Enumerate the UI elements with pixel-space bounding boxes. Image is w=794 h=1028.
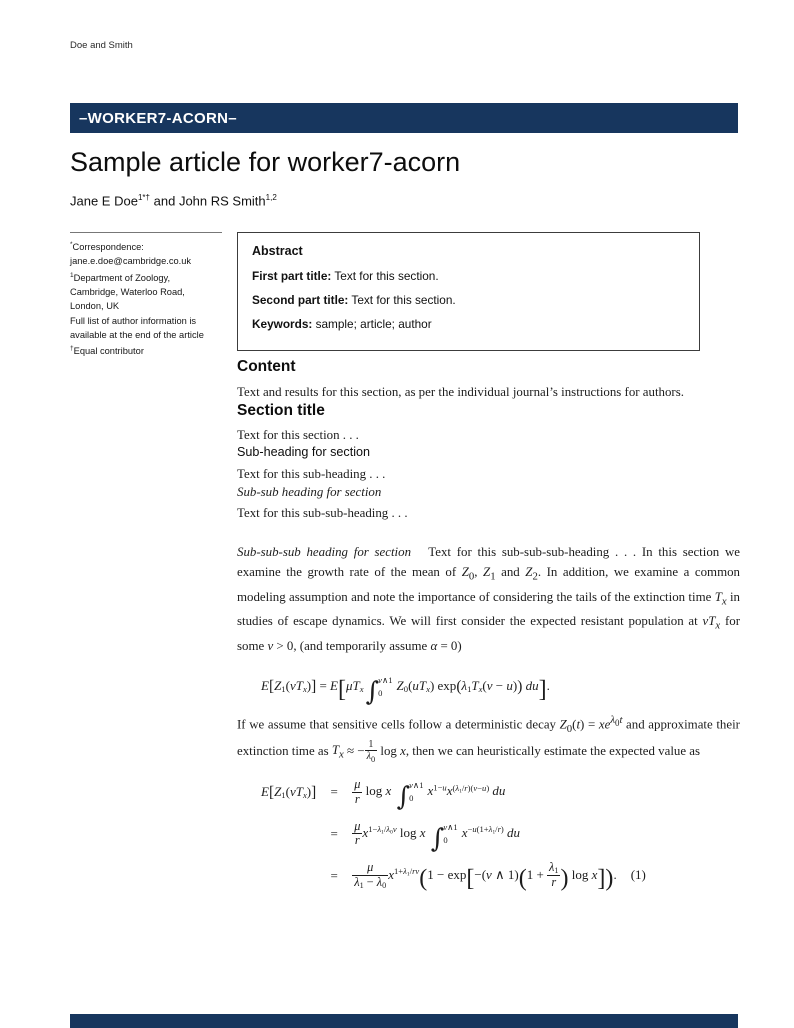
equation-row: $\frac{\mu}{r}$ log x ∫ v∧1 0 $x^{1-u}x^{(\lambda_1/r)(v-u)}$ du (354, 777, 506, 813)
correspondence-label: *Correspondence: (70, 241, 144, 253)
subheading: Sub-heading for section (237, 445, 371, 460)
display-equation: $E[Z_1(vT_x)] = E[\mu T_x\int$ v∧1 0 $Z_0(uT_x) \exp(\lambda_1T_x(v - u))$ du]. (261, 674, 550, 707)
subsubheading: Sub-sub heading for section (237, 484, 382, 499)
journal-banner-label: –WORKER7-ACORN– (79, 109, 237, 127)
content-heading: Content (237, 358, 296, 375)
equals-sign: = (330, 867, 338, 883)
affiliation-line: London, UK (70, 301, 120, 312)
body-paragraph: Sub-sub-sub heading for section Text for this sub-sub-sub-heading . . . In this section we examine the growth rate of the mean of $Z_0$, $Z_1$ and $Z_2$. In addition, we examine a common modeling assumption and note the importance of considering the tails of the extinction time $T_x$ in studies of escape dynamics. We will first consider the expected resistant population at $vT_x$ for some v > 0, (and temporarily assume α = 0) (237, 545, 741, 653)
section-body: Text for this section . . . (237, 428, 359, 443)
authors-line: Jane E Doe$^{1*\dagger}$ and John RS Smith$^{1,2}$ (70, 193, 277, 209)
abstract-item-text: Text for this section. (348, 293, 456, 308)
abstract-heading: Abstract (252, 244, 303, 258)
margin-notes (70, 232, 222, 359)
equal-contributor-note: †Equal contributor (70, 345, 144, 357)
affiliation-line: $^1$Department of Zoology, (70, 271, 171, 283)
abstract-item (252, 292, 685, 309)
section-title-heading: Section title (237, 401, 325, 419)
body-paragraph: If we assume that sensitive cells follow a deterministic decay $Z_0(t) = xe^{\lambda_0t}$ and approximate their extinction time as $T_x$ ≈ − $\frac{1}{\lambda_0}$ log x, then we can heuristically estimate the expected value as (237, 713, 740, 764)
abstract-item-text: Text for this section. (331, 269, 439, 283)
correspondence-email: jane.e.doe@cambridge.co.uk (70, 256, 192, 267)
author-info-note: Full list of author information is (70, 315, 197, 326)
affiliation-line: Cambridge, Waterloo Road, (70, 287, 185, 298)
equation-row: $\frac{\mu}{\lambda_1 - \lambda_0}$ $x^{1+\lambda_1/rv}(1 - \exp[-(v$ ∧ 1)(1 + $\frac{\lambda_1}{r}$ ) log x]). (1) (354, 860, 646, 891)
author-info-note: available at the end of the article (70, 329, 204, 340)
article-title: Sample article for worker7-acorn (70, 147, 461, 177)
subheading-body: Text for this sub-heading . . . (237, 466, 386, 481)
abstract-item-label: First part title: (252, 269, 332, 283)
equals-sign: = (330, 784, 338, 800)
equation-lhs: $E[Z_1(vT_x)]$ (261, 784, 317, 802)
journal-banner (70, 103, 738, 133)
equation-number: (1) (630, 866, 646, 882)
abstract-item-label: Second part title: (252, 293, 349, 308)
abstract-item (252, 268, 685, 285)
abstract-item-label: Keywords: (252, 317, 313, 332)
equation-row: $\frac{\mu}{r}$ $x^{1-\lambda_1/\lambda_0v}$ log x ∫ v∧1 0 $x^{-u(1+\lambda_1/r)}$ du (354, 818, 521, 854)
abstract-item (252, 316, 685, 333)
main-column (237, 358, 740, 890)
content-body: Text and results for this section, as per the individual journal’s instructions for authors. (237, 384, 684, 399)
abstract-item-text: sample; article; author (312, 317, 432, 332)
subsubheading-body: Text for this sub-sub-heading . . . (237, 506, 408, 521)
footer-bar (70, 1014, 738, 1028)
running-header: Doe and Smith (70, 40, 133, 51)
equation-array (237, 778, 740, 890)
abstract-box (237, 232, 700, 351)
equals-sign: = (330, 825, 338, 841)
